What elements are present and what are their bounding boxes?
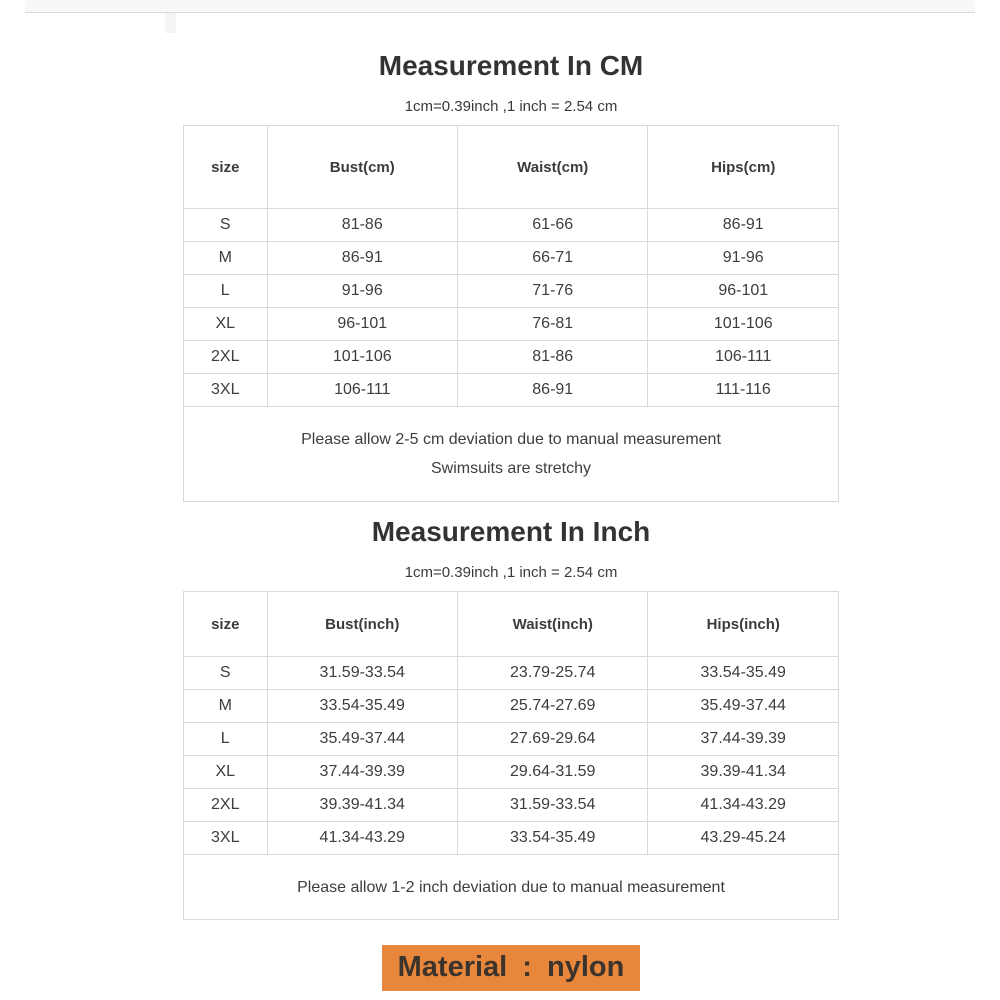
table-row: [184, 690, 839, 723]
section-title-cm: Measurement In CM: [378, 50, 644, 81]
measurement-cell: 71-76: [458, 275, 648, 308]
measurement-cell: 101-106: [648, 308, 839, 341]
table-row: [184, 341, 839, 374]
measurement-cell: 33.54-35.49: [458, 822, 648, 855]
measurement-cell: 106-111: [648, 341, 839, 374]
measurement-cell: 25.74-27.69: [458, 690, 648, 723]
table-footer-inch: [184, 855, 839, 920]
measurement-cell: 101-106: [267, 341, 457, 374]
measurement-cell: 41.34-43.29: [267, 822, 457, 855]
deviation-note-box-cm: [184, 407, 839, 502]
measurement-cell: 81-86: [458, 341, 648, 374]
table-row: [184, 275, 839, 308]
measurement-cell: 39.39-41.34: [648, 756, 839, 789]
conversion-note-inch: 1cm=0.39inch ,1 inch = 2.54 cm: [404, 564, 618, 581]
table-row: [184, 657, 839, 690]
table-row: [184, 242, 839, 275]
table-row: [184, 374, 839, 407]
measurement-cell: 29.64-31.59: [458, 756, 648, 789]
measurement-cell: 91-96: [648, 242, 839, 275]
size-cell: 3XL: [184, 374, 268, 407]
size-cell: S: [184, 209, 268, 242]
table-body-inch: [184, 657, 839, 855]
column-header: Waist(cm): [458, 126, 648, 209]
size-table-cm: [183, 125, 839, 502]
column-header: size: [184, 592, 268, 657]
size-cell: XL: [184, 308, 268, 341]
measurement-cell: 96-101: [648, 275, 839, 308]
table-row: [184, 209, 839, 242]
table-header-cm: [184, 126, 839, 209]
table-header-inch: [184, 592, 839, 657]
column-header: Hips(inch): [648, 592, 839, 657]
size-cell: M: [184, 242, 268, 275]
table-row: [184, 308, 839, 341]
column-header: size: [184, 126, 268, 209]
deviation-note-box-inch: [184, 855, 839, 920]
section-title-inch: Measurement In Inch: [371, 516, 651, 547]
table-footer-cm: [184, 407, 839, 502]
size-cell: XL: [184, 756, 268, 789]
measurement-cell: 37.44-39.39: [267, 756, 457, 789]
table-body-cm: [184, 209, 839, 407]
table-row: [184, 822, 839, 855]
note-line: Please allow 1-2 inch deviation due to manual measurement: [297, 878, 725, 896]
measurement-cell: 86-91: [267, 242, 457, 275]
size-cell: L: [184, 275, 268, 308]
measurement-cell: 23.79-25.74: [458, 657, 648, 690]
measurement-cell: 35.49-37.44: [267, 723, 457, 756]
section-measurement-inch: [183, 516, 839, 920]
column-header: Bust(cm): [267, 126, 457, 209]
material-row: [183, 945, 839, 991]
measurement-cell: 96-101: [267, 308, 457, 341]
measurement-cell: 66-71: [458, 242, 648, 275]
size-table-inch: [183, 591, 839, 920]
measurement-cell: 31.59-33.54: [458, 789, 648, 822]
measurement-cell: 91-96: [267, 275, 457, 308]
measurement-cell: 43.29-45.24: [648, 822, 839, 855]
table-row: [184, 723, 839, 756]
measurement-cell: 86-91: [458, 374, 648, 407]
measurement-cell: 61-66: [458, 209, 648, 242]
measurement-cell: 81-86: [267, 209, 457, 242]
measurement-cell: 27.69-29.64: [458, 723, 648, 756]
size-cell: S: [184, 657, 268, 690]
column-header: Bust(inch): [267, 592, 457, 657]
column-header: Hips(cm): [648, 126, 839, 209]
size-chart-content: [183, 0, 839, 991]
measurement-cell: 37.44-39.39: [648, 723, 839, 756]
page-top-notch: [165, 13, 176, 33]
size-cell: 2XL: [184, 341, 268, 374]
measurement-cell: 33.54-35.49: [648, 657, 839, 690]
measurement-cell: 39.39-41.34: [267, 789, 457, 822]
size-cell: 2XL: [184, 789, 268, 822]
measurement-cell: 76-81: [458, 308, 648, 341]
measurement-cell: 33.54-35.49: [267, 690, 457, 723]
measurement-cell: 31.59-33.54: [267, 657, 457, 690]
size-cell: 3XL: [184, 822, 268, 855]
measurement-cell: 86-91: [648, 209, 839, 242]
measurement-cell: 35.49-37.44: [648, 690, 839, 723]
material-label: Material : nylon: [382, 945, 641, 991]
size-cell: L: [184, 723, 268, 756]
table-row: [184, 789, 839, 822]
conversion-note-cm: 1cm=0.39inch ,1 inch = 2.54 cm: [404, 98, 618, 115]
measurement-cell: 41.34-43.29: [648, 789, 839, 822]
size-cell: M: [184, 690, 268, 723]
column-header: Waist(inch): [458, 592, 648, 657]
note-line: Swimsuits are stretchy: [430, 460, 592, 477]
note-line: Please allow 2-5 cm deviation due to manual measurement: [301, 431, 721, 448]
measurement-cell: 106-111: [267, 374, 457, 407]
table-row: [184, 756, 839, 789]
section-measurement-cm: [183, 50, 839, 502]
measurement-cell: 111-116: [648, 374, 839, 407]
